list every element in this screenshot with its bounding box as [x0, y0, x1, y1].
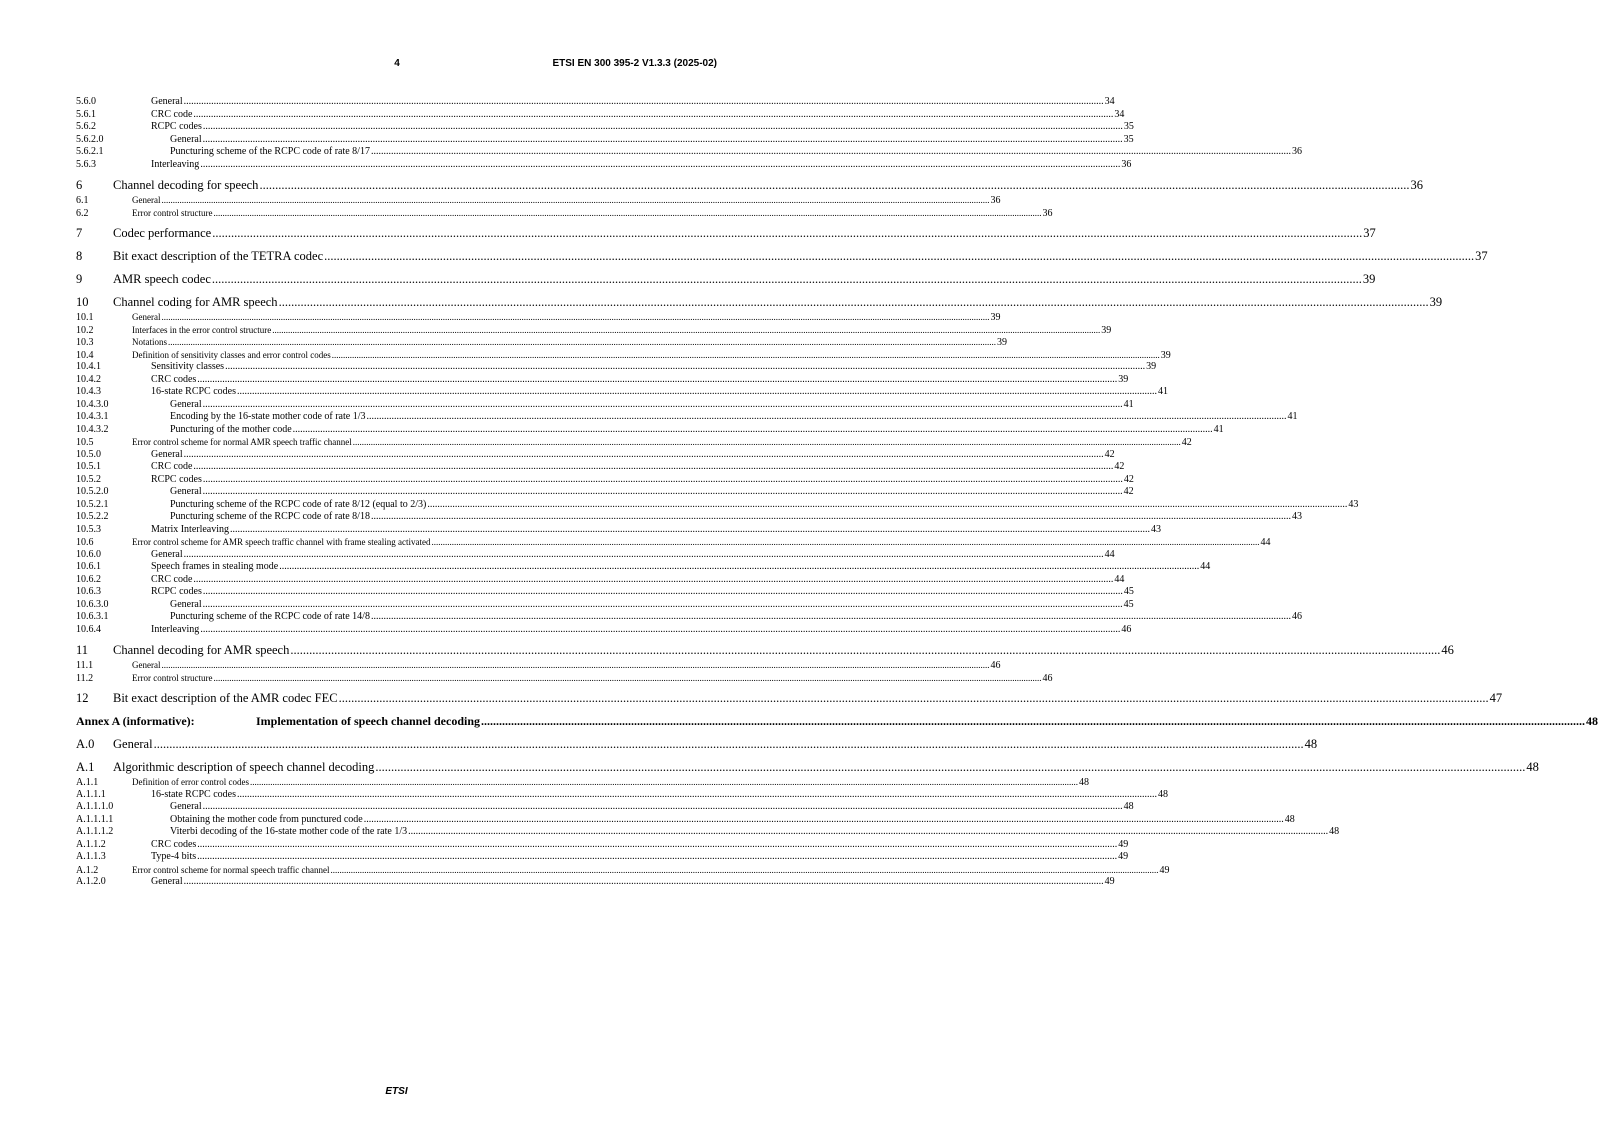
toc-entry-page: 36: [1042, 207, 1053, 219]
toc-entry-page: 39: [1101, 324, 1112, 336]
toc-dot-leader: [193, 574, 1113, 587]
toc-entry[interactable]: [76, 690, 1503, 707]
toc-dot-leader: [375, 759, 1525, 776]
toc-dot-leader: [161, 311, 989, 324]
toc-entry[interactable]: [76, 788, 1168, 802]
toc-entry-page: 41: [1213, 423, 1224, 435]
toc-entry-page: 44: [1200, 561, 1211, 572]
toc-dot-leader: [200, 159, 1120, 172]
toc-entry-title: Type-4 bits: [151, 851, 197, 862]
toc-entry[interactable]: [76, 864, 1170, 877]
toc-entry-number: 10.4.2: [76, 373, 101, 385]
toc-entry[interactable]: [76, 146, 1302, 159]
toc-entry-title: CRC code: [151, 573, 193, 585]
toc-entry-number: A.1.1.1.2: [76, 826, 114, 837]
toc-entry-page: 46: [1121, 623, 1132, 635]
toc-dot-leader: [161, 659, 989, 672]
toc-entry[interactable]: [76, 536, 1271, 549]
toc-dot-leader: [213, 207, 1041, 220]
toc-dot-leader: [212, 225, 1362, 242]
toc-entry-page: 39: [1429, 295, 1443, 309]
toc-entry-page: 49: [1104, 876, 1115, 887]
toc-entry-title: Bit exact description of the TETRA codec: [113, 249, 324, 263]
toc-dot-leader: [184, 449, 1104, 462]
toc-entry-page: 34: [1114, 108, 1125, 120]
footer-logo-text: ETSI: [385, 1086, 408, 1097]
toc-entry[interactable]: [76, 838, 1129, 852]
toc-entry-title: 16-state RCPC codes: [151, 788, 236, 800]
toc-entry-page: 45: [1123, 586, 1134, 597]
toc-entry-number: 10.4.3.2: [76, 423, 109, 435]
toc-entry-title: Puncturing of the mother code: [170, 423, 292, 435]
toc-dot-leader: [203, 121, 1123, 134]
toc-entry-title: RCPC codes: [151, 586, 202, 597]
toc-dot-leader: [213, 672, 1041, 685]
toc-dot-leader: [154, 736, 1304, 753]
toc-entry[interactable]: [76, 876, 1115, 889]
toc-entry-page: 41: [1287, 411, 1298, 422]
toc-entry-title: Encoding by the 16-state mother code of rate 1/3: [170, 411, 366, 422]
toc-entry-number: 6: [76, 178, 83, 192]
toc-entry[interactable]: [76, 759, 1539, 776]
toc-dot-leader: [184, 876, 1104, 889]
toc-entry-page: 41: [1158, 386, 1168, 397]
toc-entry-title: General: [151, 876, 183, 887]
toc-dot-leader: [408, 826, 1328, 839]
toc-entry[interactable]: [76, 776, 1089, 789]
toc-dot-leader: [161, 194, 989, 207]
toc-entry[interactable]: [76, 311, 1001, 324]
toc-entry-page: 48: [1586, 714, 1598, 728]
toc-entry-title: Channel decoding for speech: [113, 178, 259, 192]
toc-dot-leader: [272, 324, 1100, 337]
toc-entry-number: 10.5.2.2: [76, 511, 109, 522]
toc-entry[interactable]: [76, 294, 1443, 311]
toc-entry-page: 39: [1146, 361, 1157, 372]
toc-entry-page: 49: [1118, 851, 1129, 862]
toc-entry-number: 9: [76, 272, 83, 286]
toc-entry-page: 42: [1114, 461, 1125, 472]
toc-entry-number: 11.1: [76, 660, 94, 671]
toc-entry[interactable]: [76, 672, 1053, 685]
toc-entry[interactable]: [76, 133, 1134, 147]
toc-entry-title: Codec performance: [113, 226, 212, 240]
toc-entry-number: Annex A (informative):: [76, 714, 195, 728]
toc-entry-number: 10.5.3: [76, 523, 101, 535]
toc-entry[interactable]: [76, 642, 1454, 659]
toc-entry-page: 44: [1260, 537, 1271, 548]
toc-entry[interactable]: [76, 623, 1132, 637]
toc-entry[interactable]: [76, 436, 1192, 449]
toc-entry-page: 39: [1160, 349, 1171, 361]
toc-dot-leader: [203, 599, 1123, 612]
toc-entry[interactable]: [76, 349, 1171, 362]
toc-entry-number: 10.4: [76, 349, 94, 361]
toc-entry-page: 39: [990, 312, 1001, 323]
toc-entry-page: 42: [1123, 486, 1134, 497]
toc-entry[interactable]: [76, 336, 1007, 349]
toc-dot-leader: [193, 109, 1113, 122]
toc-entry-number: 10.4.3.0: [76, 398, 109, 410]
toc-entry-page: 41: [1123, 398, 1134, 410]
toc-dot-leader: [237, 386, 1157, 399]
toc-entry-title: Definition of error control codes: [132, 777, 249, 787]
toc-entry-page: 42: [1123, 473, 1134, 485]
toc-entry-number: 10.4.3.1: [76, 411, 109, 422]
toc-dot-leader: [427, 499, 1347, 512]
toc-entry-number: A.1.1.3: [76, 851, 106, 862]
toc-entry-page: 34: [1104, 96, 1115, 107]
toc-dot-leader: [332, 349, 1160, 362]
toc-entry-number: 10.6.0: [76, 548, 101, 560]
toc-entry-number: 6.1: [76, 195, 89, 206]
toc-entry[interactable]: [76, 324, 1112, 337]
toc-entry-title: Obtaining the mother code from punctured code: [170, 813, 363, 825]
toc-dot-leader: [203, 134, 1123, 147]
toc-entry-title: Interleaving: [151, 158, 200, 170]
toc-entry-page: 48: [1158, 788, 1168, 800]
toc-dot-leader: [197, 374, 1117, 387]
toc-entry-number: 10.5: [76, 437, 94, 448]
toc-entry[interactable]: [76, 561, 1211, 574]
toc-entry[interactable]: [76, 486, 1134, 499]
toc-dot-leader: [193, 461, 1113, 474]
toc-entry[interactable]: [76, 423, 1224, 437]
toc-entry-page: 42: [1104, 448, 1115, 460]
toc-dot-leader: [200, 624, 1120, 637]
toc-entry[interactable]: [76, 461, 1125, 474]
toc-dot-leader: [293, 424, 1213, 437]
toc-entry-page: 49: [1118, 838, 1129, 850]
toc-entry-page: 48: [1329, 826, 1340, 837]
toc-entry-number: 7: [76, 226, 83, 240]
toc-dot-leader: [279, 561, 1199, 574]
toc-entry-number: 10.6.1: [76, 561, 101, 572]
toc-entry-title: Puncturing scheme of the RCPC code of rate 8/18: [170, 511, 370, 522]
toc-entry[interactable]: [76, 548, 1115, 562]
toc-entry[interactable]: [76, 598, 1134, 612]
toc-entry-page: 47: [1489, 691, 1503, 705]
toc-entry-page: 37: [1363, 226, 1376, 240]
toc-entry-number: A.1.1.1: [76, 788, 106, 800]
toc-entry-title: CRC code: [151, 461, 193, 472]
toc-dot-leader: [203, 474, 1123, 487]
toc-entry-page: 43: [1348, 498, 1359, 510]
toc-entry-page: 48: [1304, 737, 1318, 751]
toc-entry-title: Algorithmic description of speech channel decoding: [113, 760, 375, 774]
toc-entry-title: Viterbi decoding of the 16-state mother code of the rate 1/3: [170, 826, 408, 837]
toc-entry-title: General: [132, 312, 161, 322]
toc-entry[interactable]: [76, 813, 1295, 827]
toc-entry-page: 39: [1362, 272, 1376, 286]
toc-entry[interactable]: [76, 194, 1001, 207]
toc-dot-leader: [259, 177, 1409, 194]
document-id: ETSI EN 300 395-2 V1.3.3 (2025-02): [552, 58, 717, 69]
toc-dot-leader: [371, 146, 1291, 159]
toc-entry[interactable]: [76, 373, 1129, 387]
toc-entry-number: 10.5.0: [76, 448, 101, 460]
toc-entry-page: 46: [1291, 611, 1302, 622]
toc-entry[interactable]: [76, 498, 1359, 512]
toc-entry-title: General: [170, 486, 202, 497]
toc-entry-title: Error control scheme for normal AMR speech traffic channel: [132, 437, 352, 447]
toc-entry-title: Notations: [132, 337, 167, 347]
toc-entry-number: 10.2: [76, 324, 94, 336]
toc-entry[interactable]: [76, 826, 1340, 839]
toc-entry-page: 48: [1526, 760, 1539, 774]
toc-entry-number: 5.6.3: [76, 158, 96, 170]
toc-entry-number: 5.6.0: [76, 96, 96, 107]
toc-entry-number: 10: [76, 295, 89, 309]
toc-entry-number: A.1.1.2: [76, 838, 106, 850]
toc-entry-title: Sensitivity classes: [151, 361, 225, 372]
toc-entry-title: 16-state RCPC codes: [151, 386, 236, 397]
toc-entry[interactable]: [76, 271, 1376, 288]
toc-entry-title: Bit exact description of the AMR codec FEC: [113, 691, 338, 705]
toc-dot-leader: [279, 294, 1429, 311]
toc-entry-number: 8: [76, 249, 83, 263]
toc-entry-page: 45: [1123, 598, 1134, 610]
toc-entry-number: 5.6.1: [76, 108, 96, 120]
toc-entry-number: 10.5.1: [76, 461, 101, 472]
toc-dot-leader: [250, 776, 1078, 789]
toc-entry-page: 44: [1114, 573, 1125, 585]
toc-entry-title: Error control scheme for normal speech traffic channel: [132, 864, 330, 875]
toc-entry-page: 36: [1410, 178, 1423, 192]
toc-entry-title: General: [113, 737, 153, 751]
toc-entry-title: Puncturing scheme of the RCPC code of rate 14/8: [170, 611, 370, 622]
toc-entry-number: 11.2: [76, 672, 94, 684]
toc-entry-title: Channel decoding for AMR speech: [113, 643, 290, 657]
toc-entry-title: General: [151, 548, 183, 560]
toc-entry-title: Puncturing scheme of the RCPC code of rate 8/12 (equal to 2/3): [170, 498, 427, 510]
toc-entry-title: General: [132, 660, 161, 670]
toc-entry-page: 39: [997, 337, 1007, 348]
toc-entry-title: Channel coding for AMR speech: [113, 295, 278, 309]
toc-dot-leader: [324, 248, 1474, 265]
toc-entry-number: 10.6: [76, 537, 94, 548]
toc-entry-number: 10.6.3: [76, 586, 101, 597]
toc-entry[interactable]: [76, 736, 1318, 753]
toc-entry[interactable]: [76, 659, 1001, 672]
toc-entry[interactable]: [76, 411, 1298, 424]
table-of-contents: [76, 96, 1598, 889]
toc-entry-number: 5.6.2.1: [76, 146, 104, 157]
toc-dot-leader: [197, 839, 1117, 852]
toc-entry-title: Speech frames in stealing mode: [151, 561, 279, 572]
toc-dot-leader: [197, 851, 1117, 864]
toc-entry[interactable]: [76, 121, 1134, 134]
toc-entry-page: 36: [990, 195, 1001, 206]
toc-entry-page: 43: [1291, 511, 1302, 522]
toc-dot-leader: [184, 96, 1104, 109]
toc-entry[interactable]: [76, 398, 1134, 412]
toc-entry-page: 36: [1121, 158, 1132, 170]
toc-entry-title: RCPC codes: [151, 121, 202, 132]
toc-dot-leader: [431, 536, 1259, 549]
toc-entry-number: 10.5.2.0: [76, 486, 109, 497]
toc-dot-leader: [184, 549, 1104, 562]
toc-entry-number: A.1: [76, 760, 95, 774]
toc-entry-page: 49: [1159, 864, 1170, 876]
toc-dot-leader: [339, 690, 1489, 707]
toc-entry[interactable]: [76, 801, 1134, 814]
toc-entry-number: 10.3: [76, 337, 94, 348]
toc-dot-leader: [364, 814, 1284, 827]
toc-entry-number: 10.4.1: [76, 361, 101, 372]
toc-entry-page: 43: [1151, 523, 1162, 535]
toc-entry-number: A.1.2.0: [76, 876, 106, 887]
toc-entry-page: 46: [990, 660, 1001, 671]
toc-entry-page: 46: [1042, 672, 1053, 684]
toc-entry[interactable]: [76, 851, 1129, 864]
toc-entry-page: 44: [1104, 548, 1115, 560]
toc-entry-title: Puncturing scheme of the RCPC code of rate 8/17: [170, 146, 370, 157]
toc-entry-number: 10.6.3.1: [76, 611, 109, 622]
toc-entry[interactable]: [76, 207, 1053, 220]
toc-entry-title: RCPC codes: [151, 473, 202, 485]
toc-dot-leader: [481, 713, 1585, 730]
toc-dot-leader: [371, 611, 1291, 624]
toc-entry-number: A.0: [76, 737, 95, 751]
toc-entry-title: Implementation of speech channel decoding: [256, 714, 481, 728]
toc-entry-page: 48: [1123, 801, 1134, 812]
toc-dot-leader: [353, 436, 1181, 449]
toc-entry-number: 10.5.2.1: [76, 498, 109, 510]
toc-entry-number: 5.6.2: [76, 121, 96, 132]
toc-entry-title: Error control structure: [132, 207, 213, 218]
toc-entry-number: 10.5.2: [76, 473, 101, 485]
toc-entry-title: General: [151, 448, 183, 460]
toc-entry[interactable]: [76, 511, 1302, 524]
toc-entry[interactable]: [76, 448, 1115, 462]
toc-entry-page: 48: [1284, 813, 1295, 825]
toc-dot-leader: [225, 361, 1145, 374]
page-number: 4: [394, 58, 400, 69]
toc-entry-number: 10.6.2: [76, 573, 101, 585]
toc-dot-leader: [203, 486, 1123, 499]
toc-entry[interactable]: [76, 177, 1423, 194]
toc-dot-leader: [237, 789, 1157, 802]
toc-dot-leader: [203, 399, 1123, 412]
toc-entry-number: A.1.2: [76, 864, 99, 876]
toc-dot-leader: [203, 801, 1123, 814]
toc-entry-number: 10.1: [76, 312, 94, 323]
toc-entry-title: General: [170, 801, 202, 812]
toc-entry-number: A.1.1.1.1: [76, 813, 114, 825]
toc-entry-title: Error control scheme for AMR speech traffic channel with frame stealing activated: [132, 537, 431, 547]
toc-entry-title: General: [151, 96, 183, 107]
toc-entry[interactable]: [76, 713, 1598, 730]
toc-entry-page: 35: [1123, 133, 1134, 145]
toc-entry-page: 48: [1078, 777, 1089, 788]
toc-dot-leader: [367, 411, 1287, 424]
toc-entry-title: Interfaces in the error control structure: [132, 324, 272, 335]
toc-dot-leader: [168, 336, 996, 349]
toc-entry-page: 46: [1441, 643, 1454, 657]
toc-entry-number: 5.6.2.0: [76, 133, 104, 145]
toc-entry[interactable]: [76, 158, 1132, 172]
toc-entry[interactable]: [76, 108, 1125, 122]
toc-entry-title: CRC code: [151, 108, 193, 120]
toc-dot-leader: [290, 642, 1440, 659]
toc-dot-leader: [212, 271, 1362, 288]
toc-entry-title: General: [170, 598, 202, 610]
toc-entry-number: 11: [76, 643, 89, 657]
toc-entry[interactable]: [76, 611, 1302, 624]
toc-entry[interactable]: [76, 586, 1134, 599]
toc-dot-leader: [371, 511, 1291, 524]
toc-entry[interactable]: [76, 523, 1162, 537]
toc-entry-title: AMR speech codec: [113, 272, 211, 286]
toc-entry[interactable]: [76, 225, 1376, 242]
toc-entry[interactable]: [76, 473, 1134, 487]
toc-entry[interactable]: [76, 386, 1168, 399]
toc-entry-number: 6.2: [76, 207, 89, 219]
toc-entry-number: A.1.1: [76, 777, 99, 788]
toc-entry-title: General: [170, 398, 202, 410]
toc-entry-page: 37: [1475, 249, 1488, 263]
toc-entry-title: CRC codes: [151, 373, 197, 385]
toc-entry-title: CRC codes: [151, 838, 197, 850]
toc-entry-number: A.1.1.1.0: [76, 801, 114, 812]
toc-entry-page: 39: [1118, 373, 1129, 385]
toc-entry[interactable]: [76, 248, 1488, 265]
toc-entry-number: 10.6.4: [76, 623, 101, 635]
toc-entry-title: General: [132, 195, 161, 205]
toc-entry[interactable]: [76, 96, 1115, 109]
toc-entry-title: Definition of sensitivity classes and error control codes: [132, 349, 331, 360]
toc-entry-title: Error control structure: [132, 672, 213, 683]
toc-dot-leader: [203, 586, 1123, 599]
toc-entry-page: 35: [1123, 121, 1134, 132]
toc-dot-leader: [230, 524, 1150, 537]
toc-dot-leader: [331, 864, 1159, 877]
toc-entry-number: 10.4.3: [76, 386, 101, 397]
toc-entry[interactable]: [76, 573, 1125, 587]
toc-entry-number: 12: [76, 691, 89, 705]
toc-entry-title: General: [170, 133, 202, 145]
toc-entry-title: Interleaving: [151, 623, 200, 635]
toc-entry-page: 36: [1291, 146, 1302, 157]
toc-entry[interactable]: [76, 361, 1157, 374]
toc-entry-number: 10.6.3.0: [76, 598, 109, 610]
toc-entry-page: 42: [1181, 437, 1192, 448]
toc-entry-title: Matrix Interleaving: [151, 523, 230, 535]
